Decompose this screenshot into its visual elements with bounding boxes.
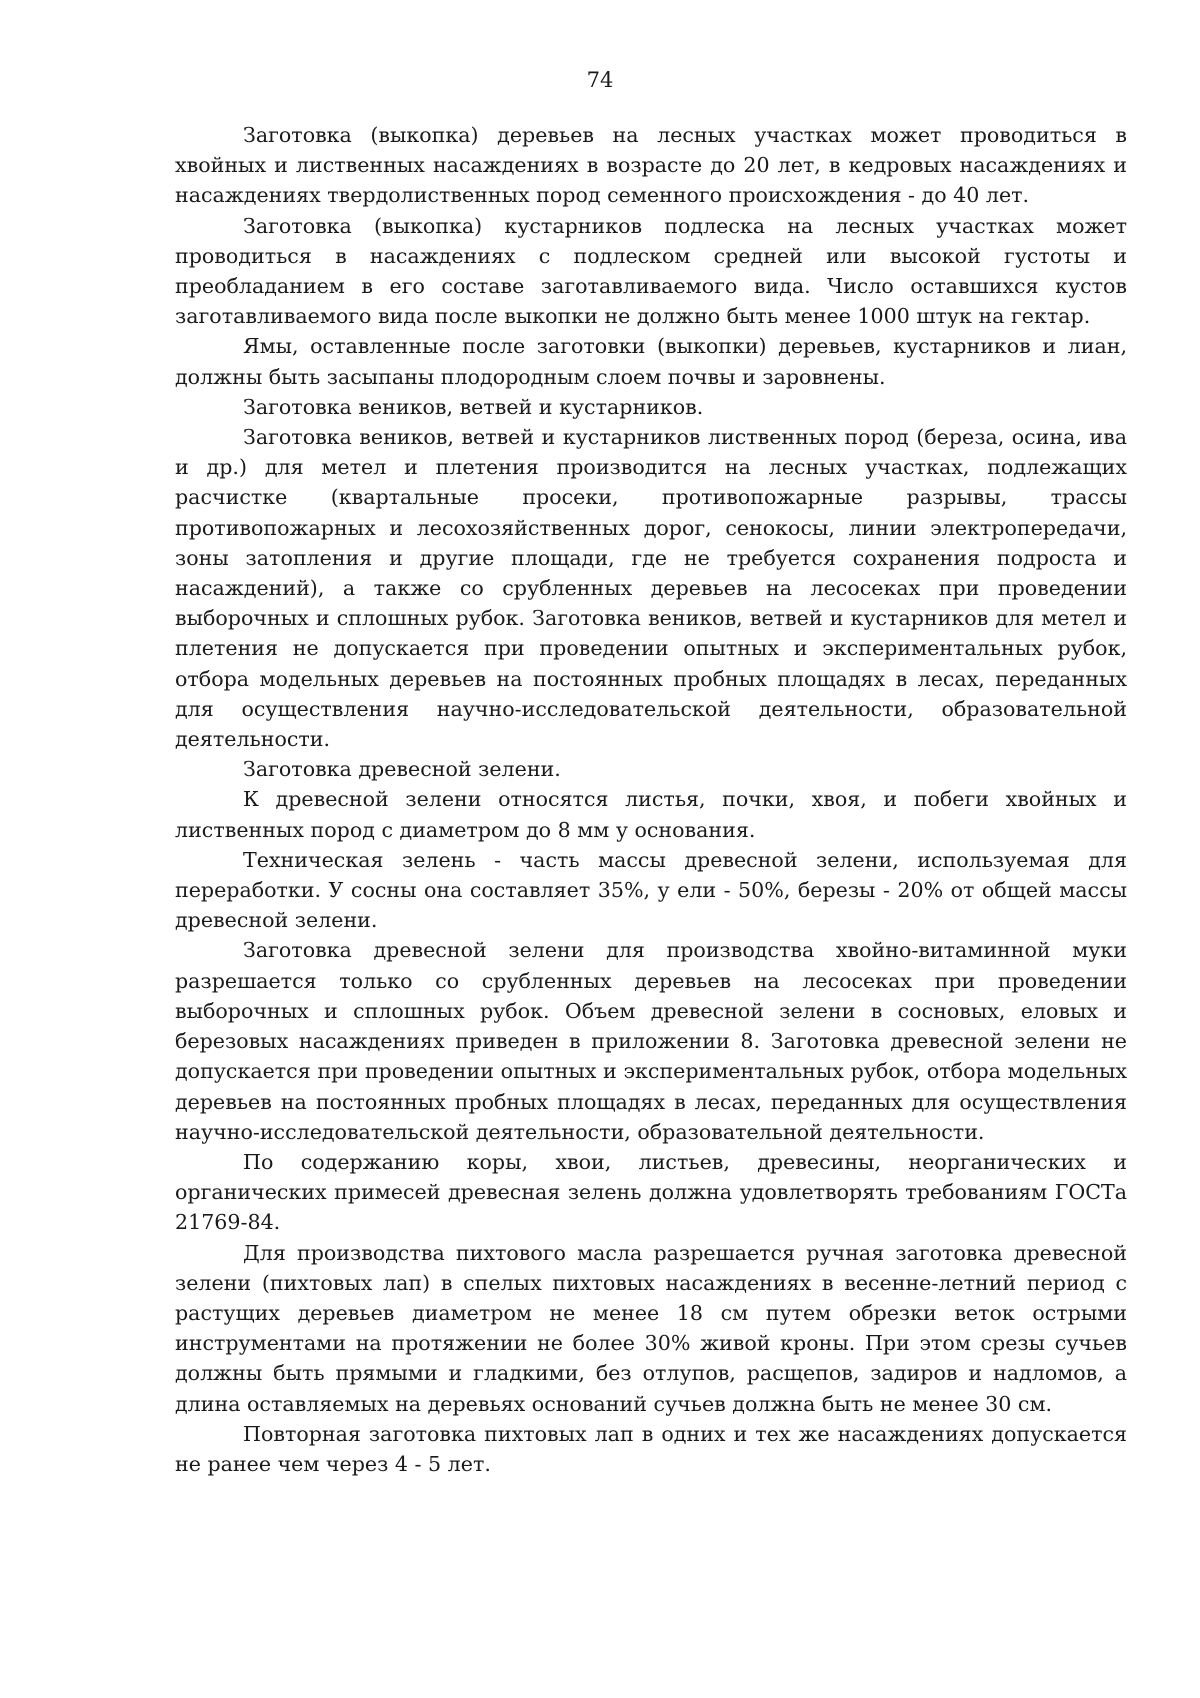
paragraph-tree-digging: Заготовка (выкопка) деревьев на лесных участках может проводиться в хвойных и лиственных насаждениях в возрасте до 20 лет, в кедровых насаждениях и насаждениях твердолиственных пород семенного происхождения - до 40 лет. (175, 123, 1127, 208)
paragraph-gost: По содержанию коры, хвои, листьев, древесины, неорганических и органических примесей древесная зелень должна удовлетворять требованиям ГОСТа 21769-84. (175, 1149, 1127, 1235)
paragraph-shrub-digging: Заготовка (выкопка) кустарников подлеска на лесных участках может проводиться в насаждениях с подлеском средней или высокой густоты и преобладанием в его составе заготавливаемого вида. Число оставшихся кустов заготавливаемого вида после выкопки не должно быть менее 1000 штук на гектар. (175, 213, 1127, 329)
paragraph-fir-oil: Для производства пихтового масла разрешается ручная заготовка древесной зелени (пихтовых лап) в спелых пихтовых насаждениях в весенне-летний период с растущих деревьев диаметром не менее 18 см путем обрезки веток острыми инструментами на протяжении не более 30% живой кроны. При этом срезы сучьев должны быть прямыми и гладкими, без отлупов, расщепов, задиров и надломов, а длина оставляемых на деревьях оснований сучьев должна быть не менее 30 см. (175, 1240, 1127, 1416)
paragraph-pits: Ямы, оставленные после заготовки (выкопки) деревьев, кустарников и лиан, должны быть засыпаны плодородным слоем почвы и заровнены. (175, 334, 1127, 389)
paragraph-greenery-definition: К древесной зелени относятся листья, почки, хвоя, и побеги хвойных и лиственных пород с диаметром до 8 мм у основания. (175, 787, 1127, 842)
paragraph-brooms: Заготовка веников, ветвей и кустарников лиственных пород (береза, осина, ива и др.) для метел и плетения производится на лесных участках, подлежащих расчистке (квартальные просеки, противопожарные разрывы, трассы противопожарных и лесохозяйственных дорог, сенокосы, линии электропередачи, зоны затопления и другие площади, где не требуется сохранения подроста и насаждений), а также со срубленных деревьев на лесосеках при проведении выборочных и сплошных рубок. Заготовка веников, ветвей и кустарников для метел и плетения не допускается при проведении опытных и экспериментальных рубок, отбора модельных деревьев на постоянных пробных площадях в лесах, переданных для осуществления научно-исследовательской деятельности, образовательной деятельности. (175, 425, 1127, 752)
section-heading-brooms: Заготовка веников, ветвей и кустарников. (243, 394, 704, 419)
section-heading-greenery: Заготовка древесной зелени. (243, 757, 561, 782)
paragraph-technical-greenery: Техническая зелень - часть массы древесной зелени, используемая для переработки. У сосны она составляет 35%, у ели - 50%, березы - 20% от общей массы древесной зелени. (175, 847, 1127, 933)
paragraph-flour-production: Заготовка древесной зелени для производства хвойно-витаминной муки разрешается только со срубленных деревьев на лесосеках при проведении выборочных и сплошных рубок. Объем древесной зелени в сосновых, еловых и березовых насаждениях приведен в приложении 8. Заготовка древесной зелени не допускается при проведении опытных и экспериментальных рубок, отбора модельных деревьев на постоянных пробных площадях в лесах, переданных для осуществления научно-исследовательской деятельности, образовательной деятельности. (175, 938, 1127, 1144)
paragraph-repeat-harvest: Повторная заготовка пихтовых лап в одних и тех же насаждениях допускается не ранее чем через 4 - 5 лет. (175, 1421, 1127, 1476)
page-number: 74 (586, 68, 614, 92)
document-body (175, 120, 1127, 1479)
